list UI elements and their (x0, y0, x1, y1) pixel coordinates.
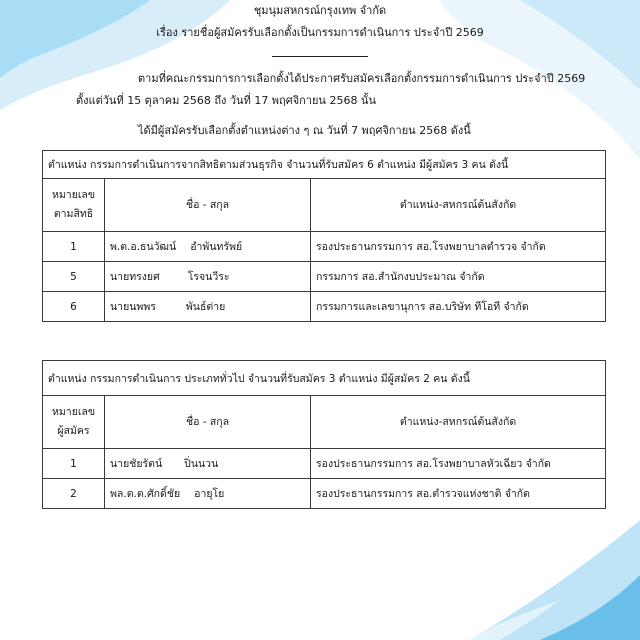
candidate-name (105, 479, 311, 509)
candidate-position: รองประธานกรรมการ สอ.โรงพยาบาลตำรวจ จำกัด (311, 232, 606, 262)
candidate-position: กรรมการ สอ.สำนักงบประมาณ จำกัด (311, 262, 606, 292)
table-row (43, 232, 606, 262)
candidates-table-general (42, 360, 606, 509)
candidate-number: 6 (43, 292, 105, 322)
column-header-name: ชื่อ - สกุล (105, 396, 311, 449)
candidate-position: กรรมการและเลขานุการ สอ.บริษัท ทีโอที จำกัด (311, 292, 606, 322)
column-header-position: ตำแหน่ง-สหกรณ์ต้นสังกัด (311, 179, 606, 232)
organization-title: ชุมนุมสหกรณ์กรุงเทพ จำกัด (253, 4, 387, 17)
candidate-number: 1 (43, 232, 105, 262)
candidate-name (105, 232, 311, 262)
candidate-position: รองประธานกรรมการ สอ.ตำรวจแห่งชาติ จำกัด (311, 479, 606, 509)
title-divider (272, 56, 368, 57)
last-name: พันธ์ต่าย (185, 301, 226, 313)
last-name: ปิ่นนวน (184, 458, 219, 470)
table-caption: ตำแหน่ง กรรมการดำเนินการ ประเภททั่วไป จำนวนที่รับสมัคร 3 ตำแหน่ง มีผู้สมัคร 2 คน ดังนี้ (43, 361, 606, 396)
last-name: อายุโย (194, 488, 225, 500)
candidate-number: 5 (43, 262, 105, 292)
candidate-name (105, 449, 311, 479)
first-name: พล.ต.ต.ศักดิ์ชัย (110, 488, 181, 500)
candidate-number: 1 (43, 449, 105, 479)
last-name: อำพันทรัพย์ (190, 241, 243, 253)
candidate-number: 2 (43, 479, 105, 509)
table-row (43, 292, 606, 322)
column-header-name: ชื่อ - สกุล (105, 179, 311, 232)
column-header-position: ตำแหน่ง-สหกรณ์ต้นสังกัด (311, 396, 606, 449)
first-name: นายชัยรัตน์ (110, 458, 163, 470)
body-paragraph-line-1: ตามที่คณะกรรมการการเลือกตั้งได้ประกาศรับสมัครเลือกตั้งกรรมการดำเนินการ ประจำปี 2569 (138, 72, 586, 85)
body-paragraph-line-3: ได้มีผู้สมัครรับเลือกตั้งตำแหน่งต่าง ๆ ณ วันที่ 7 พฤศจิกายน 2568 ดังนี้ (138, 124, 471, 137)
first-name: นายนพพร (110, 301, 156, 313)
body-paragraph-line-2: ตั้งแต่วันที่ 15 ตุลาคม 2568 ถึง วันที่ 17 พฤศจิกายน 2568 นั้น (76, 94, 376, 107)
last-name: โรจนวีระ (187, 271, 230, 283)
table-row (43, 262, 606, 292)
table-row (43, 449, 606, 479)
candidates-table-business (42, 150, 606, 322)
candidate-position: รองประธานกรรมการ สอ.โรงพยาบาลหัวเฉียว จำกัด (311, 449, 606, 479)
candidate-name (105, 292, 311, 322)
table-row (43, 479, 606, 509)
first-name: พ.ต.อ.ธนวัฒน์ (110, 241, 177, 253)
candidate-name (105, 262, 311, 292)
table-caption: ตำแหน่ง กรรมการดำเนินการจากสิทธิตามส่วนธุรกิจ จำนวนที่รับสมัคร 6 ตำแหน่ง มีผู้สมัคร 3 คน ดังนี้ (43, 151, 606, 179)
column-header-number: หมายเลข ผู้สมัคร (43, 396, 105, 449)
first-name: นายทรงยศ (110, 271, 160, 283)
column-header-number: หมายเลข ตามสิทธิ (43, 179, 105, 232)
subject-line: เรื่อง รายชื่อผู้สมัครรับเลือกตั้งเป็นกรรมการดำเนินการ ประจำปี 2569 (156, 26, 484, 39)
